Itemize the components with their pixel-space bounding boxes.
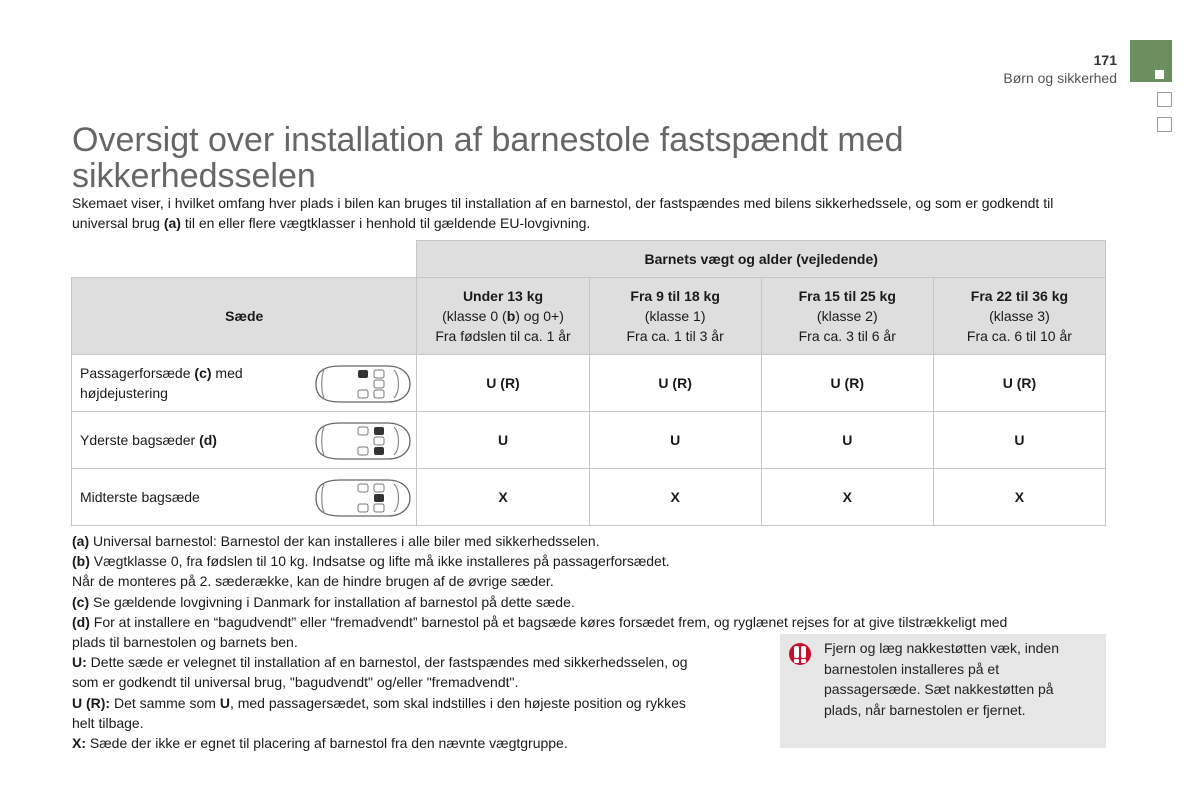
page-title: Oversigt over installation af barnestole fastspændt med sikkerhedsselen [72,121,904,195]
col-class: (klasse 3) [989,308,1050,324]
page-number: 171 [1093,52,1117,68]
value-cell: X [761,469,933,526]
value-cell: U [761,412,933,469]
footnote: U (R): Det samme som U, med passagersædet, som skal indstilles i den højeste position og rykkes [72,694,686,711]
intro-paragraph [72,193,1102,233]
intro-ref-a: (a) [163,215,181,231]
warning-text: Fjern og læg nakkestøtten væk, inden barnestolen installeres på et passagersæde. Sæt nakkestøtten på plads, når barnestolen er fjernet. [824,640,1060,718]
footnote: (a) Universal barnestol: Barnestol der kan installeres i alle biler med sikkerhedsselen. [72,533,600,549]
col-header-1 [589,278,761,355]
col-age: Fra fødslen til ca. 1 år [435,328,571,344]
col-class: (klasse 2) [816,308,878,324]
value-cell: U (R) [417,355,589,412]
footnote: X: Sæde der ikke er egnet til placering af barnestol fra den nævnte vægtgruppe. [72,735,568,752]
tab-marker-icon [1155,70,1164,79]
col-header-3 [933,278,1105,355]
value-cell: U [933,412,1105,469]
col-age: Fra ca. 6 til 10 år [966,328,1072,344]
col-title: Fra 15 til 25 kg [798,288,896,304]
footnote: (b) Vægtklasse 0, fra fødslen til 10 kg. Indsatse og lifte må ikke installeres på passagerforsædet. [72,553,670,570]
value-cell: X [417,469,589,526]
active-section-tab[interactable] [1130,40,1172,82]
footnote: (c) Se gældende lovgivning i Danmark for installation af barnestol på dette sæde. [72,593,575,610]
empty-corner [72,241,417,278]
value-cell: U [589,412,761,469]
car-front-seat-icon [310,362,414,406]
footnote: som er godkendt til universal brug, "bagudvendt" og/eller "fremadvendt". [72,674,519,691]
col-title: Under 13 kg [462,288,544,304]
section-tab-3[interactable] [1157,117,1172,132]
seat-cell-outer-rear [72,412,417,469]
table-row [72,412,1106,469]
value-cell: U (R) [761,355,933,412]
footnote: plads til barnestolen og barnets ben. [72,634,298,651]
value-cell: U [417,412,589,469]
value-cell: U (R) [589,355,761,412]
col-age: Fra ca. 3 til 6 år [798,328,896,344]
warning-box [780,634,1106,748]
car-outer-rear-seat-icon [310,419,414,463]
value-cell: X [933,469,1105,526]
footnote: Når de monteres på 2. sæderække, kan de hindre brugen af de øvrige sæder. [72,573,554,590]
col-age: Fra ca. 1 til 3 år [626,328,724,344]
footnote: U: Dette sæde er velegnet til installation af en barnestol, der fastspændes med sikkerhedsselen, og [72,654,688,671]
section-title: Børn og sikkerhed [1003,70,1117,86]
seat-cell-front [72,355,417,412]
warning-icon [789,643,811,665]
col-header-2 [761,278,933,355]
col-class-end: ) og 0+) [515,308,564,324]
col-class: (klasse 0 ( [442,308,507,324]
col-header-0 [417,278,589,355]
section-tab-2[interactable] [1157,92,1172,107]
section-tabs [1130,40,1172,132]
seat-cell-center-rear [72,469,417,526]
col-class-ref: b [506,308,516,324]
col-class: (klasse 1) [644,308,706,324]
value-cell: U (R) [933,355,1105,412]
seat-label: Passagerforsæde (c) med højdejustering [80,365,243,401]
col-title: Fra 9 til 18 kg [630,288,720,304]
table-row [72,469,1106,526]
intro-text-2: til en eller flere vægtklasser i henhold til gældende EU-lovgivning. [180,215,591,231]
table-row [72,355,1106,412]
seat-header: Sæde [72,278,417,355]
child-seat-table [71,240,1106,526]
footnote: helt tilbage. [72,714,144,731]
intro-text-1: Skemaet viser, i hvilket omfang hver plads i bilen kan bruges til installation af en barnestol, der fastspændes med bilens sikkerhedssele, og som er godkendt til universal brug [72,195,1054,231]
weight-age-header: Barnets vægt og alder (vejledende) [417,241,1106,278]
col-title: Fra 22 til 36 kg [970,288,1069,304]
footnote: (d) For at installere en “bagudvendt” eller “fremadvendt” barnestol på et bagsæde køres forsædet frem, og ryglænet rejses for at give tilstrækkeligt med [72,613,1008,630]
seat-label: Midterste bagsæde [80,489,200,505]
seat-label: Yderste bagsæder (d) [80,432,217,448]
value-cell: X [589,469,761,526]
car-center-rear-seat-icon [310,476,414,520]
